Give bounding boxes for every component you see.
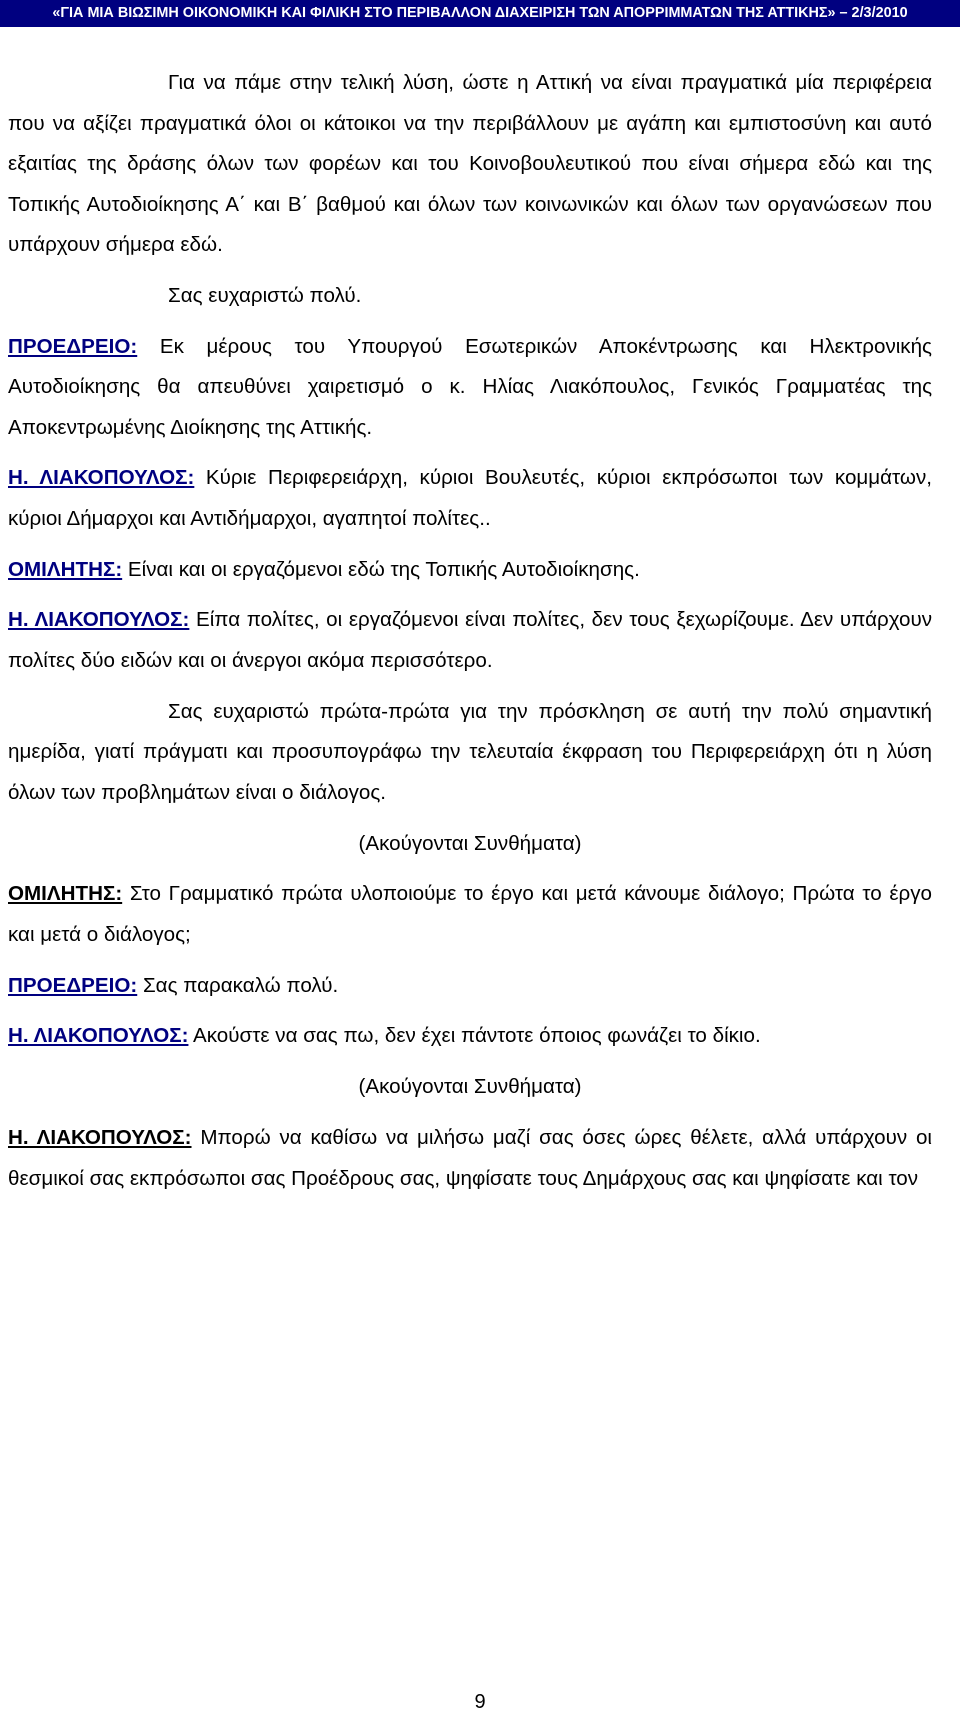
speaker-label: ΠΡΟΕΔΡΕΙΟ: [8, 334, 138, 358]
speech-text: Είπα πολίτες, οι εργαζόμενοι είναι πολίτες, δεν τους ξεχωρίζουμε. Δεν υπάρχουν πολίτες δύο ειδών και οι άνεργοι ακόμα περισσότερο. [8, 608, 932, 672]
transcript-body [8, 63, 932, 1209]
speaker-label: Η. ΛΙΑΚΟΠΟΥΛΟΣ: [8, 466, 195, 490]
document-header-title: «ΓΙΑ ΜΙΑ ΒΙΩΣΙΜΗ ΟΙΚΟΝΟΜΙΚΗ ΚΑΙ ΦΙΛΙΚΗ ΣΤΟ ΠΕΡΙΒΑΛΛΟΝ ΔΙΑΧΕΙΡΙΣΗ ΤΩΝ ΑΠΟΡΡΙΜΜΑΤΩΝ ΤΗΣ ΑΤΤΙΚΗΣ» – 2/3/2010 [52, 5, 908, 21]
speech-text: Εκ μέρους του Υπουργού Εσωτερικών Αποκέντρωσης και Ηλεκτρονικής Αυτοδιοίκησης θα απευθύνει χαιρετισμό ο κ. Ηλίας Λιακόπουλος, Γενικός Γραμματέας της Αποκεντρωμένης Διοίκησης της Αττικής. [8, 334, 932, 439]
speaker-label: ΠΡΟΕΔΡΕΙΟ: [8, 973, 138, 997]
paragraph [8, 63, 932, 266]
speaker-label: Η. ΛΙΑΚΟΠΟΥΛΟΣ: [8, 1024, 189, 1048]
speaker-label: Η. ΛΙΑΚΟΠΟΥΛΟΣ: [8, 608, 190, 632]
document-header-banner [0, 0, 960, 27]
speech-text: Ακούστε να σας πω, δεν έχει πάντοτε όποιος φωνάζει το δίκιο. [188, 1024, 761, 1048]
page-number: 9 [474, 1691, 486, 1713]
paragraph [8, 692, 932, 814]
paragraph [8, 276, 932, 317]
speech-text: Σας παρακαλώ πολύ. [137, 973, 339, 997]
stage-direction [8, 824, 932, 865]
speech-text: Είναι και οι εργαζόμενοι εδώ της Τοπικής Αυτοδιοίκησης. [122, 557, 640, 581]
stage-direction-text: (Ακούγονται Συνθήματα) [358, 1075, 582, 1099]
stage-direction-text: (Ακούγονται Συνθήματα) [358, 831, 582, 855]
stage-direction [8, 1067, 932, 1108]
paragraph-text: Σας ευχαριστώ πολύ. [168, 283, 362, 307]
speaker-label: ΟΜΙΛΗΤΗΣ: [8, 557, 123, 581]
speech-entry [8, 874, 932, 955]
speech-entry [8, 550, 932, 591]
speech-text: Μπορώ να καθίσω να μιλήσω μαζί σας όσες ώρες θέλετε, αλλά υπάρχουν οι θεσμικοί σας εκπρόσωποι σας Προέδρους σας, ψηφίσατε τους Δημάρχους σας και ψηφίσατε και τον [8, 1126, 932, 1190]
speech-text: Κύριε Περιφερειάρχη, κύριοι Βουλευτές, κύριοι εκπρόσωποι των κομμάτων, κύριοι Δήμαρχοι και Αντιδήμαρχοι, αγαπητοί πολίτες.. [8, 466, 932, 530]
speech-entry [8, 458, 932, 539]
speech-entry [8, 327, 932, 449]
paragraph-text: Σας ευχαριστώ πρώτα-πρώτα για την πρόσκληση σε αυτή την πολύ σημαντική ημερίδα, γιατί πράγματι και προσυπογράφω την τελευταία έκφραση του Περιφερειάρχη ότι η λύση όλων των προβλημάτων είναι ο διάλογος. [8, 699, 932, 804]
paragraph-text: Για να πάμε στην τελική λύση, ώστε η Αττική να είναι πραγματικά μία περιφέρεια που να αξίζει πραγματικά όλοι οι κάτοικοι να την περιβάλλουν με αγάπη και εμπιστοσύνη και αυτό εξαιτίας της δράσης όλων των φορέων και του Κοινοβουλευτικού που είναι σήμερα εδώ και της Τοπικής Αυτοδιοίκησης Α΄ και Β΄ βαθμού και όλων των κοινωνικών και όλων των οργανώσεων που υπάρχουν σήμερα εδώ. [8, 71, 932, 256]
speaker-label: ΟΜΙΛΗΤΗΣ: [8, 882, 123, 906]
speech-entry [8, 966, 932, 1007]
speech-entry [8, 600, 932, 681]
speech-entry [8, 1016, 932, 1057]
speech-entry [8, 1118, 932, 1199]
speech-text: Στο Γραμματικό πρώτα υλοποιούμε το έργο και μετά κάνουμε διάλογο; Πρώτα το έργο και μετά ο διάλογος; [8, 882, 932, 946]
speaker-label: Η. ΛΙΑΚΟΠΟΥΛΟΣ: [8, 1126, 192, 1150]
